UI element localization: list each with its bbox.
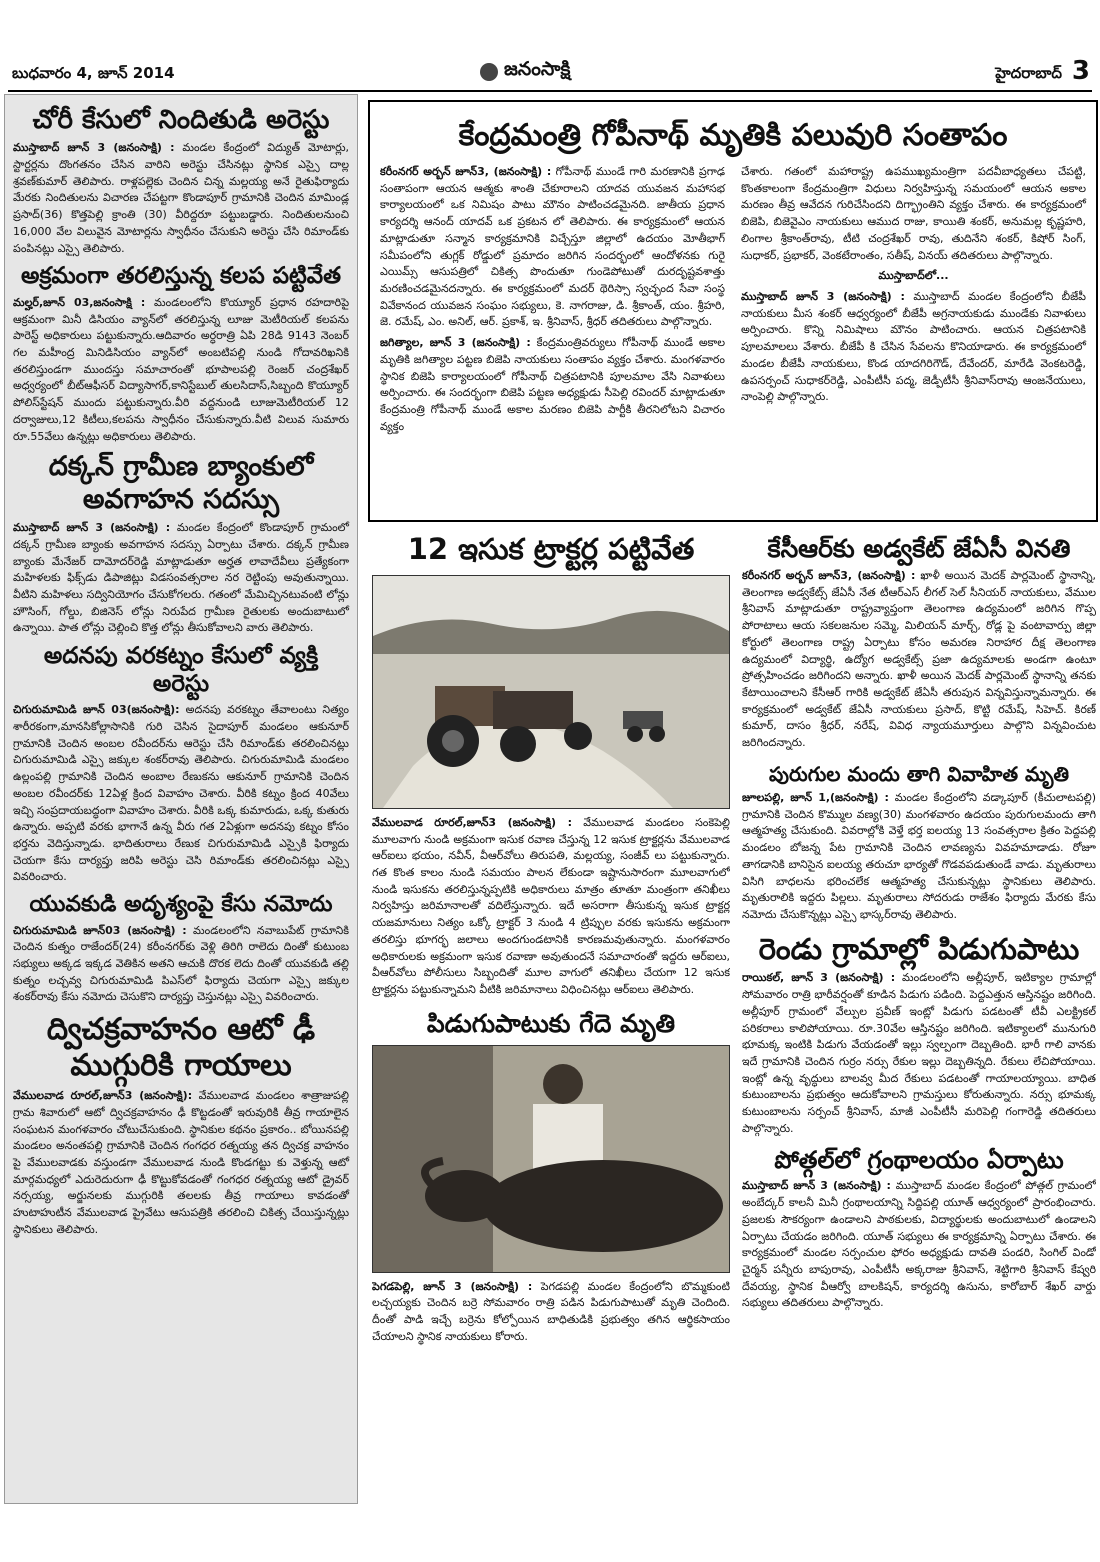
article-body [742,568,1096,752]
dateline: మల్హర్,జూన్ 03,జనంసాక్షి : [13,295,146,309]
news-article [5,451,357,637]
lead-story-box [368,100,1098,522]
masthead-logo [480,58,570,85]
logo-text: జనంసాక్షి [504,58,571,80]
sand-tractors-photo [372,575,730,809]
article-text: మండల కేంద్రంలో కొండాపూర్ గ్రామంలో దక్కన్ గ్రామీణ బ్యాంకు అవగాహన సదస్సు ఏర్పాటు చేశారు. దక్కన్ గ్రామీణ బ్యాంకు మేనేజర్ దామోదర్‌రెడ్డి మాట్లాడుతూ అర్హత లావాదేవీలు ప్రత్యేకంగా మహిళలకు ఫిక్స్‌డు డిపాజిట్లు విడసంవత్సరాల నర రెట్టింపు అవుతున్నాయి. వీటిని మహిళలు సద్వినియోగం చేసుకోగలరు. గతంలో మేమిచ్చినటువంటి లోన్లు హౌసింగ్, గోల్డు, బిజినెస్ లోన్లు నిరుపేద గ్రామీణ రైతులకు అందుబాటులో ఉన్నాయి. పాత లోన్లు చెల్లించి కొత్త లోన్లు తీసుకోవాలని వారు తెలిపారు. [13,521,349,635]
article-body [742,790,1096,924]
headline: ద్విచక్రవాహనం ఆటో ఢీ ముగ్గురికి గాయాలు [46,1012,316,1084]
article-body [742,970,1096,1137]
dateline: రాయికల్, జూన్ 3 (జనంసాక్షి) : [742,971,896,985]
lead-column-2 [741,164,1086,440]
headline: పోత్గల్‌లో గ్రంథాలయం ఏర్పాటు [774,1145,1064,1174]
dateline: వేములవాడ రూరల్,జూన్3 (జనంసాక్షి): [13,1089,193,1103]
article-text: మండలంలోని కొయ్యూర్ ప్రధాన రహదారిపై ఆక్రమంగా మినీ డిసియం వ్యాన్‌లో తరలిస్తున్న లూజు మెటీరియల్ కలపను పారెస్ట్ అధికారులు పట్టుకున్నారు.ఆదివారం అర్ధరాత్రి ఏపి 28డి 9143 నెంబర్ గల మహీంద్ర మినిడిసియం వ్యాన్‌లో అంబటిపల్లి నుండి గోదావరిఖనికి తరలిస్తుండగా ముందస్తు సమాచారంతో భూపాలపల్లి రెంజర్ చంద్రశేఖర్ అధ్వర్యంలో బీట్‌ఆఫీసర్ విద్యాసాగర్,కానిస్టేబుల్ తులసిదాస్,సిబ్బంది కొయ్యూర్ పోలిస్‌స్టేషన్ ముందు పట్టుకున్నారు.వీరి వద్దనుండి లూజుమెటీరియల్ 12 దర్వాజులు,12 కిటీలు,కలపను స్వాధీనం చేసుకున్నారు.వీటి విలువ సుమారు రూ.55వేలు ఉన్నట్లు అధికారులు తెలిపారు. [13,295,350,443]
dateline: చిగురుమామిడి జూన్03 (జనంసాక్షి) : [13,923,187,937]
article-text: చేశారు. గతంలో మహారాష్ట్ర ఉపముఖ్యమంత్రిగా పదవీబాధ్యతలు చేపట్టి, కొంతకాలంగా కేంద్రమంత్రిగా విధులు నిర్వహిస్తున్న సమయంలో ఆయన అకాల మరణం తీవ్ర ఆవేదన గురిచేసిందని దిగ్భ్రాంతిని వ్యక్తం చేశారు. ఈ కార్యక్రమంలో బిజెపి, బిజెవైఎం నాయకులు ఆముద రాజు, కాయితి శంకర్, అనుమల్ల కృష్ణహరి, లింగాల శ్రీకాంత్‌రావు, టీటి చంద్రశేఖర్ రావు, తుదినేని శంకర్, కిషోర్ సింగ్, సుధాకర్, ప్రభాకర్, వెంకటేరాంతం, సతీష్, వినయ్ తదితరులు పాల్గొన్నారు. [741,165,1086,262]
article-text: పెగడపల్లి మండల కేంద్రంలోని బొమ్మకుంటి లచ్చయ్యకు చెందిన బర్రె సోమవారం రాత్రి పడిన పిడుగుపాటుతో మృతి చెందింది. దీంతో పాడి ఇచ్చే బర్రెను కోల్పోయిన బాధితుడికి ప్రభుత్వం తగిన ఆర్థికసాయం చేయాలని స్థానిక నాయకులు కోరారు. [372,1279,730,1343]
news-article [5,1012,357,1238]
article-body [13,520,349,637]
news-article [5,263,357,445]
headline: యువకుడి అదృశ్యంపై కేసు నమోదు [29,892,333,918]
article-body [13,295,349,445]
headline: 12 ఇసుక ట్రాక్టర్ల పట్టివేత [407,532,695,566]
left-news-column [4,94,358,1504]
headline: పురుగుల మందు తాగి వివాహిత మృతి [768,761,1069,786]
dateline: వేములవాడ రూరల్,జూన్3 (జనంసాక్షి) : [372,815,573,829]
edition-city: హైదరాబాద్ [995,64,1062,82]
article-text: వేములవాడ మండలం సంకెపెల్లి మూలవాగు నుండి అక్రమంగా ఇసుక రవాణ చేస్తున్న 12 ఇసుక ట్రాక్టర్లను వేములవాడ ఆర్‌ఐలు భయం, నవీన్, వీఆర్‌వోలు తిరుపతి, మల్లయ్య, సంజీవ్ లు పట్టుకున్నారు. గత కొంత కాలం నుండి సమయం పాలన లేకుండా ఇష్టానుసారంగా మూలవాగులో నుండి ఇసుకను తరలిస్తున్నప్పటికి అధికారులు మాత్రం తూతూ మంత్రంగా తనిఖీలు నిర్వహిస్తు జరిమానాలతో వదిలేస్తున్నారు. ఇదే అసరాగా తీసుకున్న ఇసుక ట్రాక్టర్ల యజమానులు నిత్యం ఒక్కో ట్రాక్టర్ 3 నుండి 4 ట్రిప్పుల వరకు ఇసుకను అక్రమంగా తరలిస్తు భూగర్భ జలాలు అందగుండటానికి కారణమవుతున్నారు. మంగళవారం అధికారులకు అక్రమంగా ఇసుక రవాణా అవుతుందనే సమాచారంతో ఇద్దరు ఆర్‌ఐలు, వీఆర్‌వోలు పోలీసులు సిబ్బందితో మూల వాగులో తనిఖీలు చేయగా 12 ఇసుక ట్రాక్టర్లను పట్టుకున్నామని వీటికి జరిమానాలు విధించినట్లు ఆర్‌ఐలు తెలిపారు. [372,815,730,996]
headline: రెండు గ్రామాల్లో పిడుగుపాటు [758,931,1080,966]
news-article [5,892,357,1006]
dateline: కరీంనగర్ అర్బన్ జూన్3, (జనంసాక్షి) : [380,165,552,178]
news-article [5,643,357,886]
right-news-column [742,526,1096,1526]
logo-emblem-icon [480,63,498,81]
dateline: ముస్తాబాద్ జూన్ 3 (జనంసాక్షి) : [13,521,171,535]
headline: పిడుగుపాటుకు గేదె మృతి [426,1008,676,1038]
article-text: మండలంలోని నవాబుపేట్ గ్రామానికి చెందిన కుత్నం రాజేందర్(24) కరీంనగర్‌కు వెళ్లి తిరిగి రాలెదు దింతో కుటుంబ సభ్యులు అక్కడ ఇక్కడ వెతికిన అతని ఆచుకి దొరక లెదు దింతో యువకుడి తల్లి కుత్నం లచ్చవ్వ చిగురుమామిడి పిఎస్‌లో ఫిర్యాదు చెయగా ఎస్సై జక్కుల శంకర్‌రావు కేసు నమోదు చెసుకొని దార్యప్తు చెస్తునట్లు ఎస్సై వివరించారు. [13,923,349,1004]
article-text: వేములవాడ మండలం శాత్రాజుపల్లి గ్రామ శివారులో ఆటో ద్విచక్రవాహనం ఢీ కొట్టడంతో ఇరువురికి తీవ్ర గాయాలైన సంఘటన మంగళవారం చోటుచేసుకుంది. స్థానికుల కథనం ప్రకారం.. బోయినపల్లి మండలం అనంతపల్లి గ్రామానికి చెందిన గంగధర రత్నయ్య తన ద్విచక్ర వాహనం పై వేములవాడకు వస్తుండగా వేములవాడ నుండి కొండగట్టు కు వెళ్తున్న ఆటో మార్గమధ్యలో ఎదురెదురుగా ఢీ కొట్టుకోవడంతో గంగధర రత్నయ్య ఆటో డ్రైవర్ నర్సయ్య, అర్జునలకు ముగ్గురికి తలలకు తీవ్ర గాయాలు కావడంతో హుటాహుటీన వేములవాడ ప్రైవేటు ఆసుపత్రికి తరలించి చికిత్స చేయిస్తున్నట్లు స్థానికులు తెలిపారు. [13,1089,349,1236]
article-body [380,335,725,435]
middle-news-column [372,526,730,1526]
buffalo-image [373,1046,729,1272]
headline: అక్రమంగా తరలిస్తున్న కలప పట్టివేత [20,263,342,290]
article-text: ఖాళీ అయిన మెదక్ పార్లమెంట్ స్థానాన్ని, తెలంగాణ అడ్వకేట్స్ జేఏసీ నేత టీఆర్‌ఎస్ లీగల్ సెల్ సీనియర్ నాయకులు, వేముల శ్రీనివాస్ మాట్లాడుతూ రాష్ట్రవ్యాప్తంగా తెలంగాణ ఉద్యమంలో జరిగిన గొప్ప పోరాటాలు ఆయ సకలజనుల సమ్మె, మిలియన్ మార్చ్, రోడ్ల పై వంటావార్పు జిల్లా కోర్టులో తెలంగాణ రాష్ట్ర ఏర్పాటు కోసం అమరణ నిరాహార దీక్ష తెలంగాణ ఉద్యమంలో విద్యార్థి, ఉద్యోగ అడ్వకేట్స్ ప్రజా ఉద్యమాలకు అండగా ఉంటూ ప్రోత్సహించడం జరిగిందని అన్నారు. ఖాళీ అయిన మెదక్ పార్లమెంట్ స్థానాన్ని తనకు కేటాయించాలని కేసీఆర్ గారికి అడ్వకేట్ జేఏసీ తరుపున విన్నవిస్తున్నామన్నారు. ఈ కార్యక్రమంలో అడ్వకేట్ జేఏసీ నాయకులు ప్రసాద్, కొట్టి రమేష్, సిహెచ్. కిరణ్ కుమార్, దాసం శ్రీధర్, నరేష్, వివిధ న్యాయమూర్తులు పాల్గొని విన్నవించుట జరిగిందన్నారు. [742,569,1096,750]
article-body [13,1088,349,1238]
headline: అదనపు వరకట్నం కేసులో వ్యక్తి అరెస్టు [43,643,319,697]
article-body [741,164,1086,264]
dateline: ముస్తాబాద్ జూన్ 3 (జనంసాక్షి) : [13,141,175,155]
article-body [372,1279,730,1346]
page-header [8,58,1092,92]
dateline: ముస్తాబాద్ జూన్ 3 (జనంసాక్షి) : [742,1179,891,1193]
dateline: పెగడపెల్లి, జూన్ 3 (జనంసాక్షి) : [372,1279,533,1293]
article-text: మండలంలోని అల్లీపూర్, ఇటిక్యాల గ్రామాల్లో సోమవారం రాత్రి భారీవర్షంతో కూడిన పిడుగు పడింది. పెద్దఎత్తున ఆస్తినష్టం జరిగింది. అల్లీపూర్ గ్రామంలో వేల్పుల ప్రవీణ్ ఇంట్లో పిడుగు పడటంతో టీవీ ఎలక్ట్రికల్ పరికరాలు కాలిపోయాయి. రూ.30వేల ఆస్తినష్టం జరిగింది. ఇటిక్యాలలో మునుగురి భూమక్క ఇంటికి పిడుగు వేయడంతో ఇల్లు స్వల్పంగా దెబ్బతింది. భారీ గాలి వానకు ఇదే గ్రామానికి చెందిన గుర్రం నర్సు రేకుల ఇల్లు దెబ్బతిన్నది. రేకులు లేచిపోయాయి. ఇంట్లో ఉన్న వృద్ధులు బాలవ్వ మీద రేకులు పడటంతో గాయాలయ్యాయి. బాధిత కుటుంబాలను ప్రభుత్వం ఆదుకోవాలని గ్రామస్తులు కోరుతున్నారు. నర్సు భూమక్క కుటుంబాలను సర్పంచ్ శ్రీనివాస్, మాజీ ఎంపీటీసీ మరిపెల్లి గంగారెడ్డి తదితరులు పాల్గొన్నారు. [742,971,1096,1135]
headline: దక్కన్ గ్రామీణ బ్యాంకులో అవగాహన సదస్సు [48,451,314,515]
dateline: కరీంనగర్ అర్బన్ జూన్3, (జనంసాక్షి) : [742,569,916,582]
article-body [380,164,725,331]
article-body [13,923,349,1007]
article-body [13,140,349,257]
article-text: కేంద్రమంత్రివర్యులు గోపీనాథ్ ముండే అకాల మృతికి జగిత్యాల పట్టణ బిజెపి నాయకులు సంతాపం వ్యక్తం చేశారు. మంగళవారం స్థానిక బిజెపి కార్యాలయంలో గోపీనాథ్ చిత్రపటానికి పూలమాల వేసి నివాళులు అర్పించారు. ఈ సందర్భంగా బిజెపి పట్టణ అధ్యక్షుడు సీపెల్లి రవిందర్ మాట్లాడుతూ కేంద్రమంత్రి గోపీనాథ్ ముండే అకాల మరణం బిజెపి పార్టీకి తీరనిలోటని విచారం వ్యక్తం [380,336,726,433]
lead-headline: కేంద్రమంత్రి గోపీనాథ్ మృతికి పలువురి సంతాపం [458,118,1008,153]
dateline: జగిత్యాల, జూన్ 3 (జనంసాక్షి) : [380,336,531,350]
dateline: చిగురుమామిడి జూన్ 03(జనంసాక్షి): [13,703,180,717]
headline: కేసీఆర్‌కు అడ్వకేట్ జేఏసీ వినతి [767,534,1071,563]
article-text: ముస్తాబాద్ మండల కేంద్రంలో పోత్గల్ గ్రామంలో అంబేద్కర్ కాలనీ మినీ గ్రంథాలయాన్ని సిద్దిపల్లి యూత్ ఆధ్వర్యంలో ప్రారంభించారు. ప్రజలకు సౌకర్యంగా ఉండాలని పాఠకులకు, విద్యార్థులకు అందుబాటులో ఉండాలని ఏర్పాటు చేయడం జరిగింది. యూత్ సభ్యులు ఈ కార్యక్రమాన్ని ఏర్పాటు చేశారు. ఈ కార్యక్రమంలో మండల సర్పంచుల ఫోరం అధ్యక్షుడు దావతి పండరి, సింగిల్ విండో చైర్మన్ పన్నీరు బాపురావు, ఎంపీటీసీ అక్కరాజు శ్రీనివాస్, శెట్టిగారి శ్రీనివాస్ కేష్వరి దేవయ్య, స్థానిక వీఆర్వో బాలకిషన్, కార్యదర్శి ఉసును, కారోబార్ శేఖర్ వార్డు సభ్యులు తదితరులు పాల్గొన్నారు. [742,1179,1096,1310]
article-body [741,289,1086,406]
lead-column-1 [380,164,725,440]
article-text: మండల కేంద్రంలో విద్యుత్ మోటార్లు, స్టార్టర్లను దొంగతనం చేసిన వారిని అరెస్టు చేసినట్లు స్థానిక ఎస్సై దాల్ల శ్రవణ్‌కుమార్ తెలిపారు. రాళ్లపల్లెకు చెందిన చిన్న మల్లయ్య అనే రైతుఫిర్యాదు మేరకు నిందితులను విచారణ చేపట్టగా కొండాపూర్ గ్రామానికి చెందిన మామిండ్ల ప్రసాద్(36) కొత్తపెల్లి క్రాంతి (30) వీరిద్దరూ పట్టుబడ్డారు. నిందితులనుంచి 16,000 వేల విలువైన మోటార్లను స్వాధీనం చేసుకుని అరెస్టు చేసి రిమాండ్‌కు పంపినట్లు ఎస్సై తెలిపారు. [13,141,349,255]
dateline: ముస్తాబాద్ జూన్ 3 (జనంసాక్షి) : [741,290,905,304]
article-body [742,1178,1096,1312]
article-text: ముస్తాబాద్ మండల కేంద్రంలోని బీజేపీ నాయకులు మీస శంకర్ ఆధ్వర్యంలో బీజేపీ అగ్రనాయకుడు ముండేకు నివాళులు అర్పించారు. కొన్ని నిమిషాలు మౌనం పాటించారు. ఆయన చిత్రపటానికి పూలమాలలు వేశారు. బీజేపీ కి చేసిన సేవలను కొనియాడారు. ఈ కార్యక్రమంలో మండల బీజేపీ నాయకులు, కొండ యాదగిరిగౌడ్, దేవేందర్, మారేడి వెంకటరెడ్డి, ఉపసర్పంచ్ సుధాకర్‌రెడ్డి, ఎంపీటీసీ పద్మ, జెడ్పీటీసీ శ్రీనివాస్‌రావు ఆంజనేయులు, నాంపెల్లి పాల్గొన్నారు. [741,290,1086,404]
article-text: మండల కేంద్రంలోని వడ్కాపూర్ (కీచులాటపల్లి) గ్రామానికి చెందిన కొమ్ముల వణ్య(30) మంగళవారం ఉదయం పురుగులమందు తాగి ఆత్మహత్య చేసుకుంది. వివరాల్లోకి వెళ్తే భర్త ఐలయ్య 13 సంవత్సరాల క్రితం పెద్దపల్లి మండలం బోజన్న పేట గ్రామానికి చెందిన లావణ్యను వివహమాడాడు. రోజూ తాగడానికి బానిసైన ఐలయ్య తరుచూ భార్యతో గొడవపడుతుండే వాడు. మృతురాలు విసిగి బాధలను భరించలేక ఆత్మహత్య చేసుకున్నట్లు స్థానికులు తెలిపారు. మృతురాలికి ఇద్దరు పిల్లలు. మృతురాలు సోదరుడు రాజేశం ఫిర్యాదు మేరకు కేసు నమోదు చేసుకొన్నట్లు ఎస్సై భాస్కర్‌రావు తెలిపారు. [742,790,1096,921]
article-body [13,702,349,886]
article-text: గోపీనాథ్ ముండే గారి మరణానికి ప్రగాఢ సంతాపంగా ఆయన ఆత్మకు శాంతి చేకూరాలని యాదవ యువజన మహాసభ కార్యాలయంలో ఒక నిమిషం పాటు మౌనం పాటించడమైనది. జాతీయ ప్రధాన కార్యదర్శి ఆనంద్ యాదవ్ ఒక ప్రకటన లో తెలిపారు. ఈ కార్యక్రమంలో ఆయన మాట్లాడుతూ సన్మాన కార్యక్రమానికి విచ్చేస్తూ జిల్లాలో ఉదయం మోతీభాగ్ సమీపంలోని తుగ్లక్ రోడ్డులో ప్రమాదం జరిగిన సందర్భంలో ఆందోళనకు గురై ఎయిమ్స్ ఆసుపత్రిలో చికిత్స పొందుతూ గుండెపోటుతో దురదృష్టవశాత్తు మరణించడమైనదన్నారు. ఈ కార్యక్రమంలో మదర్ థెరిస్సా స్వచ్ఛంద సేవా సంస్థ వివేకానంద యువజన సంఘం సభ్యులు, కె. నాగరాజు, డి. శ్రీకాంత్, యం. శ్రీహరి, జె. రమేష్, ఎం. అనిల్, ఆర్. ప్రకాశ్, ఇ. శ్రీనివాస్, శ్రీధర్ తదితరులు పాల్గొన్నారు. [380,165,726,329]
headline: చోరీ కేసులో నిందితుడి అరెస్టు [32,105,330,135]
tractors-image [373,576,729,808]
dateline: జూలపల్లి, జూన్ 1,(జనంసాక్షి) : [742,790,889,804]
news-article [5,105,357,257]
article-body [372,815,730,999]
subhead: ముస్తాబాద్‌లో... [878,269,949,283]
buffalo-photo [372,1045,730,1273]
article-text: అదనపు వరకట్నం తేవాలంటు నిత్యం శారీరకంగా,మానసికోల్లాసానికి గురి చెసిన సైదాపూర్ మండలం ఆకునూర్ గ్రామానికి చెందిన అంబల రవీందర్‌ను ఆరెస్టు చేసి రిమాండ్‌కు తరలించినట్లు చిగురుమామిడి ఎస్సై జక్కుల శంకర్‌రావు తెలిపారు. చిగురుమామిడి మండలం ఉల్లంపల్లి గ్రామానికి చెందిన అంబాల రేణుకను ఆకునూర్ గ్రామానికి చెందిన అంబల రవీందర్‌కు 12ఏళ్ల క్రింద వివాహం చెశారు. వీరికి కట్నం క్రింద 40వేలు ఇచ్చి సంప్రదాయబద్ధంగా వివాహం చెశారు. వీరికి ఒక్క కుమారుడు, ఒక్క కుతురు ఉన్నారు. అప్పటి వరకు భాగానే ఉన్న వీరు గత 2ఏళ్లుగా అదనపు కట్నం కోసం భర్తను వెదిస్తున్నాడు. భాదితురాలు రేణుక చిగురుమామిడి ఎస్సైకి ఫిర్యాదు చెయగా కేసు దార్యప్తు జరిపి అరెస్టు చెసి రిమాండ్‌కు తరలించినట్లు ఎస్సై వివరించారు. [13,703,349,884]
page-number: 3 [1071,56,1090,86]
issue-date: బుధవారం 4, జూన్ 2014 [12,64,175,82]
